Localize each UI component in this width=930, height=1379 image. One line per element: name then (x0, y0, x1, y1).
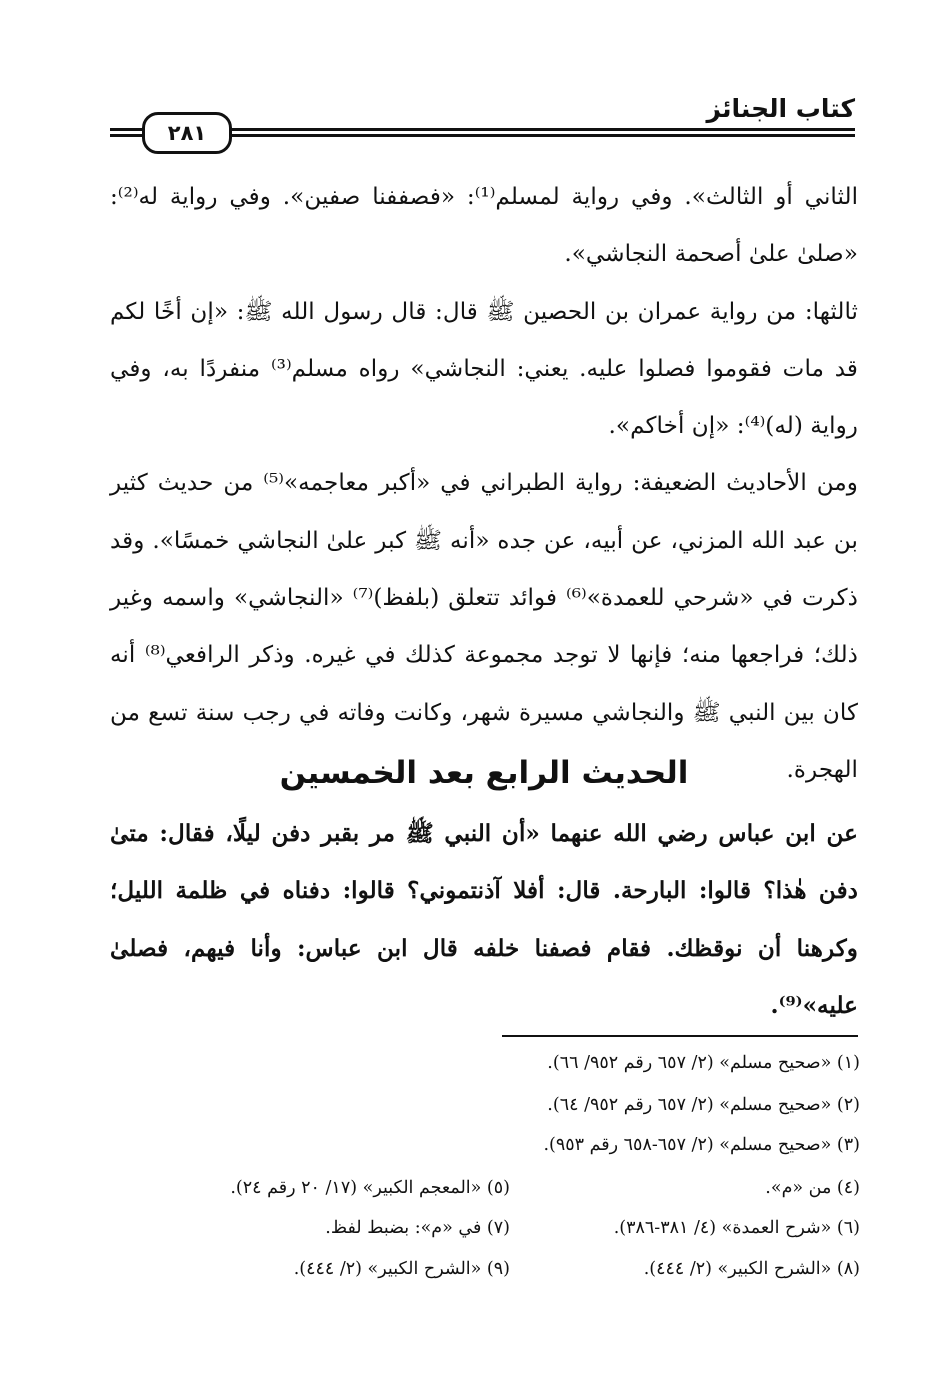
hadith-heading: الحديث الرابع بعد الخمسين (279, 755, 689, 791)
paragraph-3: ومن الأحاديث الضعيفة: رواية الطبراني في «أكبر معاجمه»⁽⁵⁾ من حديث كثير بن عبد الله المزني، عن أبيه، عن جده «أنه ﷺ كبر علىٰ النجاشي خمسًا». وقد ذكرت في «شرحي للعمدة»⁽⁶⁾ فوائد تتعلق (بلفظ)⁽⁷⁾ «النجاشي» واسمه وغير ذلك؛ فراجعها منه؛ فإنها لا توجد مجموعة كذلك في غيره. وذكر الرافعي⁽⁸⁾ أنه كان بين النبي ﷺ والنجاشي مسيرة شهر، وكانت وفاته في رجب سنة تسع من الهجرة. (110, 469, 858, 783)
page-header (110, 92, 855, 152)
paragraph-2: ثالثها: من رواية عمران بن الحصين ﷺ قال: قال رسول الله ﷺ: «إن أخًا لكم قد مات فقوموا فصلوا عليه. يعني: النجاشي» رواه مسلم⁽³⁾ منفردًا به، وفي رواية (له)⁽⁴⁾: «إن أخاكم». (110, 297, 858, 440)
hadith-text: عن ابن عباس رضي الله عنهما «أن النبي ﷺ مر بقبر دفن ليلًا، فقال: متىٰ دفن هٰذا؟ قالوا: البارحة. قال: أفلا آذنتموني؟ قالوا: دفناه في ظلمة الليل؛ وكرهنا أن نوقظك. فقام فصفنا خلفه قال ابن عباس: وأنا فيهم، فصلىٰ عليه»⁽⁹⁾. (110, 820, 858, 1019)
hadith-block (110, 805, 858, 1034)
book-title: كتاب الجنائز (706, 94, 855, 123)
footnote-divider (502, 1035, 858, 1037)
footnote-9: (٩) «الشرح الكبير» (٢/ ٤٤٤). (293, 1259, 510, 1279)
footnote-1: (١) «صحيح مسلم» (٢/ ٦٥٧ رقم ٩٥٢/ ٦٦). (547, 1053, 860, 1073)
footnote-8: (٨) «الشرح الكبير» (٢/ ٤٤٤). (643, 1259, 860, 1279)
footnote-6: (٦) «شرح العمدة» (٤/ ٣٨١-٣٨٦). (613, 1218, 860, 1238)
footnote-4: (٤) من «م». (765, 1178, 860, 1198)
footnote-2: (٢) «صحيح مسلم» (٢/ ٦٥٧ رقم ٩٥٢/ ٦٤). (547, 1095, 860, 1115)
footnote-5: (٥) «المعجم الكبير» (١٧/ ٢٠ رقم ٢٤). (230, 1178, 510, 1198)
footnote-7: (٧) في «م»: بضبط لفظ. (325, 1218, 510, 1238)
intro-text (110, 168, 858, 798)
footnote-3: (٣) «صحيح مسلم» (٢/ ٦٥٧-٦٥٨ رقم ٩٥٣). (543, 1135, 860, 1155)
page-number-badge: ٢٨١ (142, 112, 232, 154)
paragraph-1: الثاني أو الثالث». وفي رواية لمسلم⁽¹⁾: «فصففنا صفين». وفي رواية له⁽²⁾: «صلىٰ علىٰ أصحمة النجاشي». (110, 183, 859, 268)
